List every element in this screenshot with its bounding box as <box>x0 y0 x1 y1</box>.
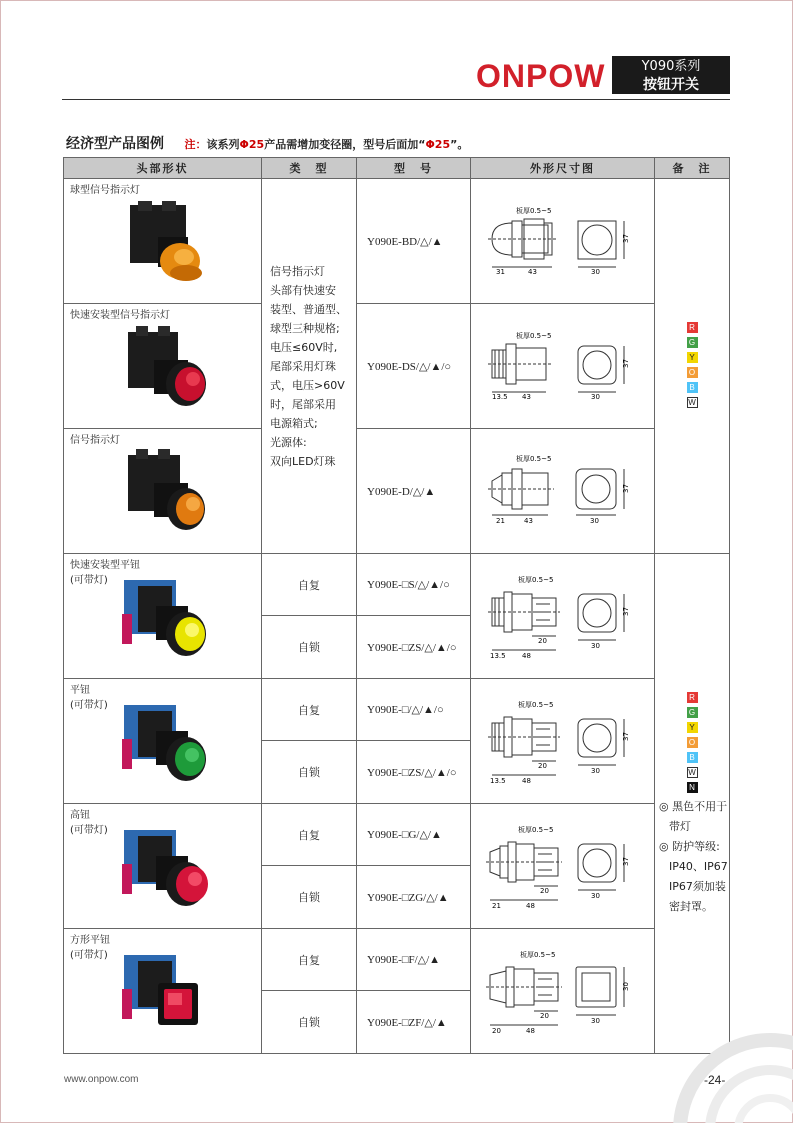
type-cell: 自锁 <box>262 991 357 1054</box>
type-info-line: 电压≤60V时, <box>270 340 338 354</box>
head-shape-cell <box>64 804 262 929</box>
dim-b: 48 <box>521 652 531 660</box>
col-head-shape: 头部形状 <box>64 158 262 179</box>
type-info-line: 头部有快速安 <box>270 283 336 297</box>
page-number: -24- <box>704 1073 726 1087</box>
model-cell: Y090E-□ZS/△/▲/○ <box>357 741 471 804</box>
dim-a: 20 <box>491 1027 501 1035</box>
dim-c: 30 <box>590 393 600 401</box>
dimension-drawing <box>478 326 648 406</box>
dim-h: 37 <box>621 359 630 368</box>
plate-thickness-label: 板厚0.5~5 <box>517 576 553 584</box>
head-shape-label-line1: 平钮 <box>70 685 90 696</box>
dim-h: 37 <box>621 607 630 616</box>
dimension-cell <box>471 929 655 1054</box>
section-title: 经济型产品图例 <box>66 136 164 152</box>
model-cell: Y090E-BD/△/▲ <box>357 179 471 304</box>
dim-d: 20 <box>539 1012 549 1020</box>
dimension-drawing <box>478 695 648 787</box>
head-shape-label-line2: (可带灯) <box>70 825 108 836</box>
series-badge <box>612 56 730 94</box>
color-code-r: R <box>687 322 698 333</box>
color-code-b: B <box>687 752 698 763</box>
remark-text <box>655 797 729 917</box>
head-shape-label-line2: (可带灯) <box>70 950 108 961</box>
dim-c: 30 <box>590 268 600 276</box>
remark-line: IP67须加装 <box>669 880 726 893</box>
dim-b: 48 <box>525 1027 535 1035</box>
model-cell: Y090E-□F/△/▲ <box>357 929 471 991</box>
dim-c: 30 <box>590 642 600 650</box>
type-cell: 自复 <box>262 679 357 741</box>
head-shape-label <box>70 933 110 963</box>
dimension-drawing <box>478 451 648 531</box>
head-shape-label: 快速安装型信号指示灯 <box>70 310 170 321</box>
type-cell: 自锁 <box>262 866 357 929</box>
note-text-a: 该系列 <box>206 138 240 151</box>
square-flat-button-image <box>118 949 228 1039</box>
remark-line: IP40、IP67 <box>669 860 728 873</box>
color-code-w: W <box>688 768 696 777</box>
plate-thickness-label: 板厚0.5~5 <box>515 207 551 215</box>
dim-h: 30 <box>621 982 630 991</box>
type-cell: 自复 <box>262 929 357 991</box>
quick-install-indicator-image <box>118 324 228 414</box>
dim-d: 20 <box>537 637 547 645</box>
head-shape-label <box>70 683 108 713</box>
plate-thickness-label: 板厚0.5~5 <box>515 455 551 463</box>
head-shape-cell <box>64 679 262 804</box>
series-subtitle: 按钮开关 <box>643 77 699 93</box>
high-button-image <box>118 824 228 914</box>
flat-button-image <box>118 699 228 789</box>
remark-line: ◎ 防护等级: <box>659 840 720 853</box>
remark-color-cell-1 <box>655 179 730 554</box>
color-code-w: W <box>688 398 696 407</box>
dim-h: 37 <box>621 857 630 866</box>
color-code-g: G <box>687 337 698 348</box>
head-shape-label-line1: 高钮 <box>70 810 90 821</box>
head-shape-cell <box>64 304 262 429</box>
note-label: 注： <box>184 138 207 151</box>
head-shape-cell <box>64 929 262 1054</box>
dim-d: 20 <box>539 887 549 895</box>
color-code-n: N <box>687 782 698 793</box>
model-cell: Y090E-□G/△/▲ <box>357 804 471 866</box>
dim-h: 37 <box>621 732 630 741</box>
type-info-line: 光源体: <box>270 435 307 449</box>
head-shape-label-line1: 方形平钮 <box>70 935 110 946</box>
table-row <box>64 679 730 741</box>
table-row <box>64 554 730 616</box>
corner-decoration <box>630 1020 793 1123</box>
color-code-o: O <box>687 367 698 378</box>
type-cell: 自锁 <box>262 616 357 679</box>
indicator-image <box>118 449 228 539</box>
type-info-line: 时，尾部采用 <box>270 397 336 411</box>
head-shape-label-line1: 快速安装型平钮 <box>70 560 140 571</box>
type-info-line: 尾部采用灯珠 <box>270 359 336 373</box>
dimension-drawing <box>478 201 648 281</box>
dim-a: 13.5 <box>491 393 508 401</box>
dimension-cell <box>471 304 655 429</box>
footer-url[interactable]: www.onpow.com <box>64 1074 139 1085</box>
color-code-y: Y <box>687 352 698 363</box>
dimension-cell <box>471 804 655 929</box>
type-info-line: 球型三种规格; <box>270 321 340 335</box>
model-cell: Y090E-□ZS/△/▲/○ <box>357 616 471 679</box>
plate-thickness-label: 板厚0.5~5 <box>517 826 553 834</box>
col-remark: 备 注 <box>655 158 730 179</box>
dim-c: 30 <box>589 517 599 525</box>
dim-h: 37 <box>621 234 630 243</box>
model-cell: Y090E-DS/△/▲/○ <box>357 304 471 429</box>
table-row <box>64 304 730 429</box>
table-row <box>64 179 730 304</box>
type-info-line: 信号指示灯 <box>270 264 325 278</box>
note-text-b: 产品需增加变径圈，型号后面加“ <box>264 138 426 151</box>
dimension-cell <box>471 429 655 554</box>
col-dimension: 外形尺寸图 <box>471 158 655 179</box>
dim-a: 31 <box>495 268 505 276</box>
dim-a: 13.5 <box>489 777 506 785</box>
type-info-line: 式，电压>60V <box>270 378 345 392</box>
dim-a: 13.5 <box>489 652 506 660</box>
remark-line: 密封罩。 <box>669 900 713 913</box>
head-shape-cell <box>64 429 262 554</box>
dim-c: 30 <box>590 1017 600 1025</box>
section-title-row <box>66 133 468 153</box>
type-cell: 自锁 <box>262 741 357 804</box>
color-code-g: G <box>687 707 698 718</box>
type-cell: 自复 <box>262 554 357 616</box>
model-cell: Y090E-□/△/▲/○ <box>357 679 471 741</box>
color-code-r: R <box>687 692 698 703</box>
col-model: 型 号 <box>357 158 471 179</box>
series-name: Y090系列 <box>641 59 701 74</box>
color-code-list <box>655 692 729 793</box>
dimension-cell <box>471 554 655 679</box>
head-shape-cell <box>64 554 262 679</box>
type-info-cell <box>262 179 357 554</box>
color-code-b: B <box>687 382 698 393</box>
note-text-c: ”。 <box>450 138 469 151</box>
type-info-line: 双向LED灯珠 <box>270 454 336 468</box>
brand-logo: ONPOW <box>476 58 606 94</box>
dimension-drawing <box>478 820 648 912</box>
dim-a: 21 <box>491 902 501 910</box>
dim-d: 20 <box>537 762 547 770</box>
dim-c: 30 <box>590 892 600 900</box>
header-rule <box>62 99 730 100</box>
product-table <box>63 157 730 1054</box>
plate-thickness-label: 板厚0.5~5 <box>519 951 555 959</box>
dim-h: 37 <box>621 484 630 493</box>
table-row <box>64 929 730 991</box>
quick-install-flat-button-image <box>118 574 228 664</box>
head-shape-label: 信号指示灯 <box>70 435 120 446</box>
dim-c: 30 <box>590 767 600 775</box>
dim-b: 43 <box>523 517 533 525</box>
dimension-drawing <box>478 570 648 662</box>
head-shape-label <box>70 808 108 838</box>
dim-b: 43 <box>521 393 531 401</box>
model-cell: Y090E-D/△/▲ <box>357 429 471 554</box>
dimension-cell <box>471 179 655 304</box>
head-shape-cell <box>64 179 262 304</box>
dim-a: 21 <box>495 517 505 525</box>
dimension-drawing <box>478 945 648 1037</box>
dim-b: 48 <box>525 902 535 910</box>
table-row <box>64 804 730 866</box>
type-info-line: 装型、普通型、 <box>270 302 347 316</box>
model-cell: Y090E-□S/△/▲/○ <box>357 554 471 616</box>
dimension-cell <box>471 679 655 804</box>
type-info-line: 电源箱式; <box>270 416 318 430</box>
color-code-o: O <box>687 737 698 748</box>
note-phi-1: Φ25 <box>239 138 265 151</box>
head-shape-label-line2: (可带灯) <box>70 700 108 711</box>
col-type: 类 型 <box>262 158 357 179</box>
dim-b: 43 <box>527 268 537 276</box>
note-phi-2: Φ25 <box>425 138 451 151</box>
remark-line: ◎ 黑色不用于 <box>659 800 728 813</box>
plate-thickness-label: 板厚0.5~5 <box>517 701 553 709</box>
head-shape-label: 球型信号指示灯 <box>70 185 140 196</box>
model-cell: Y090E-□ZG/△/▲ <box>357 866 471 929</box>
table-row <box>64 429 730 554</box>
dim-b: 48 <box>521 777 531 785</box>
dome-indicator-image <box>118 199 228 289</box>
color-code-y: Y <box>687 722 698 733</box>
model-cell: Y090E-□ZF/△/▲ <box>357 991 471 1054</box>
plate-thickness-label: 板厚0.5~5 <box>515 332 551 340</box>
type-cell: 自复 <box>262 804 357 866</box>
remark-cell-2 <box>655 554 730 1054</box>
remark-line: 带灯 <box>669 820 691 833</box>
table-header-row <box>64 158 730 179</box>
head-shape-label-line2: (可带灯) <box>70 575 108 586</box>
